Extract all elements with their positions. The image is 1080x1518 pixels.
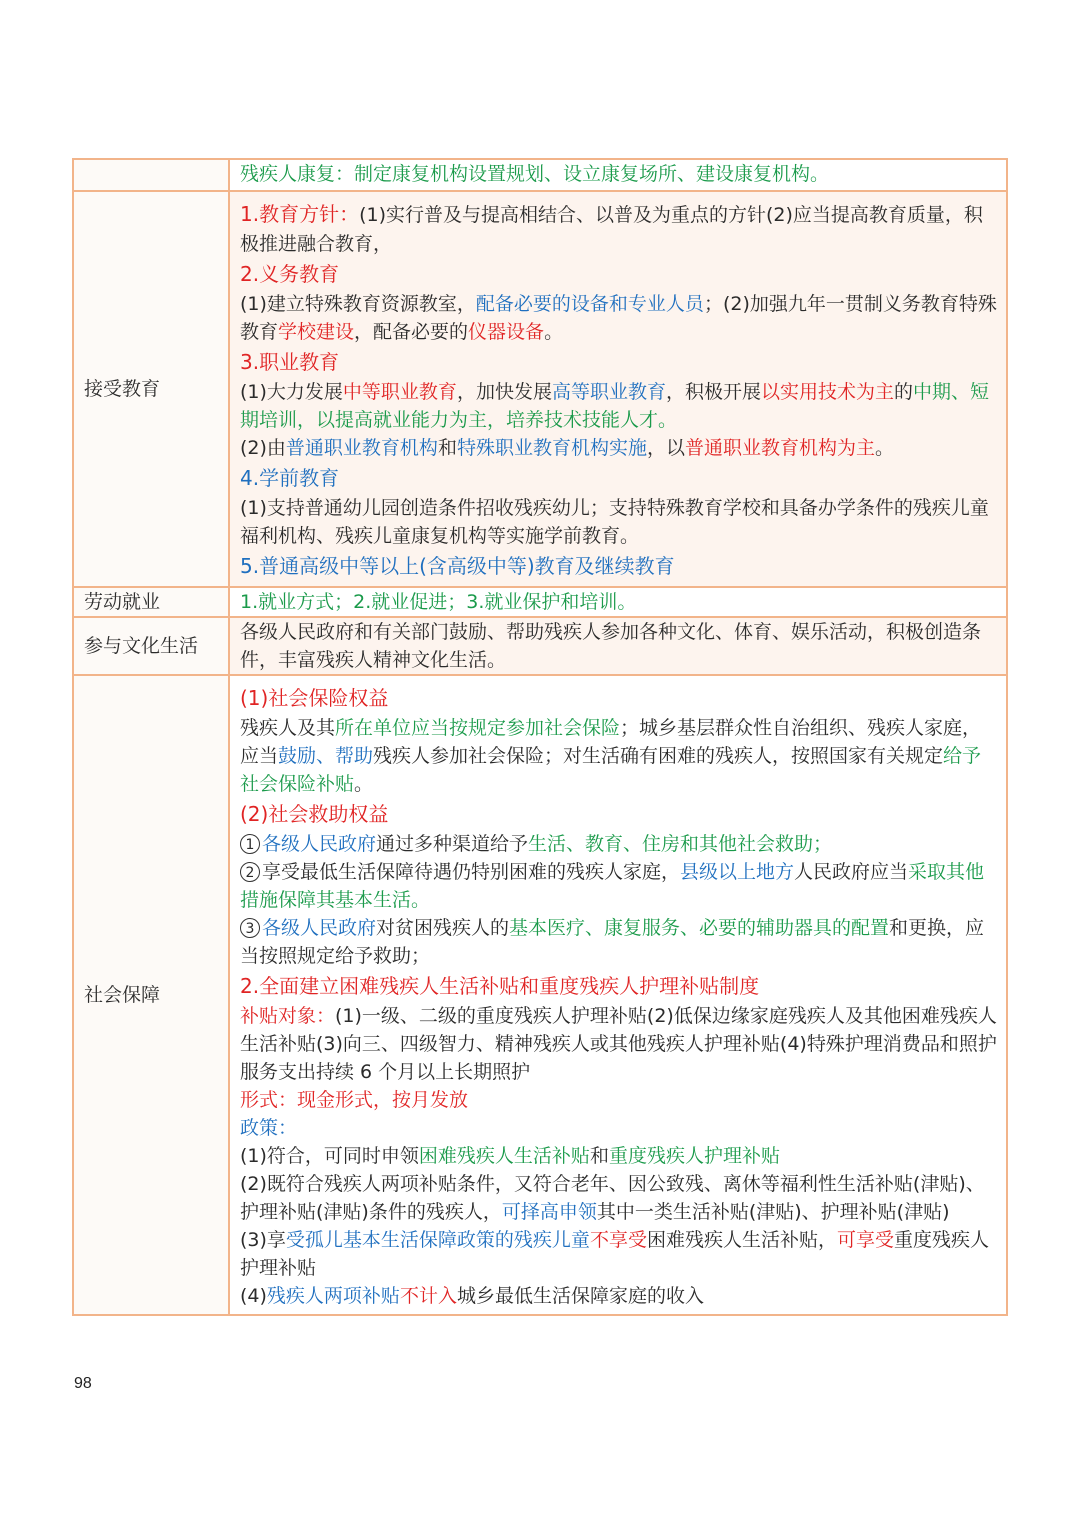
text-span: 。 [354,773,374,795]
assistance-item-1 [240,830,998,858]
subsidy-form: 形式：现金形式，按月发放 [240,1089,469,1111]
text-span: 普通职业教育机构 [285,437,438,459]
text-span: ，积极开展 [665,381,761,403]
social-security-cell [229,675,1007,1315]
row-label-culture: 参与文化生活 [73,617,229,675]
text-span: 仪器设备 [468,321,545,343]
education-cell [229,191,1007,587]
text-span: (1)一级、二级的重度残疾人护理补贴(2)低保边缘家庭残疾人及其他困难残疾人生活补贴(3)向三、四级智力、精神残疾人或其他残疾人护理补贴(4)特殊护理消费品和照护服务支出持续 6 个月以上长期照护 [240,1005,997,1083]
culture-text: 各级人民政府和有关部门鼓励、帮助残疾人参加各种文化、体育、娱乐活动，积极创造条件，丰富残疾人精神文化生活。 [229,617,1007,675]
text-span: 基本医疗、康复服务、必要的辅助器具的配置 [509,917,890,939]
text-span: 对贫困残疾人的 [376,917,510,939]
text-span: 和 [437,437,457,459]
text-span: (4) [240,1285,267,1307]
text-span: 补贴对象： [240,1005,336,1027]
text-span: 受孤儿基本生活保障政策的残疾儿童 [285,1229,590,1251]
policy-label: 政策： [240,1117,298,1139]
text-span: 高等职业教育 [551,381,666,403]
row-label-employment: 劳动就业 [73,587,229,617]
text-span: (2)既符合残疾人两项补贴条件，又符合老年、因公致残、离休等福利性生活补贴(津贴)、护理补贴(津贴)条件的残疾人， [240,1173,985,1223]
preschool-text: (1)支持普通幼儿园创造条件招收残疾幼儿；支持特殊教育学校和具备办学条件的残疾儿童福利机构、残疾儿童康复机构等实施学前教育。 [240,497,989,547]
text-span: 特殊职业教育机构实施 [456,437,647,459]
text-span: 不享受 [589,1229,647,1251]
policy-item-2 [240,1170,998,1226]
text-span: (1)大力发展 [240,381,343,403]
text-span: 其中一类生活补贴(津贴)、护理补贴(津贴) [596,1201,950,1223]
vocational-text-2 [240,434,998,462]
text-span: 中期、短期培训，以提高就业能力为主，培养技术技能人才。 [240,381,990,431]
text-span: 困难残疾人生活补贴， [646,1229,837,1251]
assistance-heading: (2)社会救助权益 [240,802,389,826]
text-span: 困难残疾人生活补贴 [418,1145,590,1167]
text-span: 学校建设 [278,321,355,343]
text-span: 残疾人及其 [240,717,336,739]
text-span: 所在单位应当按规定参加社会保险 [335,717,621,739]
text-span: 采取其他措施保障其基本生活。 [240,861,985,911]
text-span: 各级人民政府 [262,833,377,855]
compulsory-heading: 2.义务教育 [240,262,340,286]
vocational-text-1 [240,378,998,434]
text-span: 鼓励、帮助 [278,745,374,767]
text-span: 。 [875,437,895,459]
education-policy-text: (1)实行普及与提高相结合、以普及为重点的方针(2)应当提高教育质量，积极推进融合教育， [240,204,983,255]
text-span: 生活、教育、住房和其他社会救助； [528,833,833,855]
page-number: 98 [74,1375,92,1392]
preschool-heading: 4.学前教育 [240,466,340,490]
text-span: 享受最低生活保障待遇仍特别困难的残疾人家庭， [262,861,681,883]
rehab-text: 残疾人康复：制定康复机构设置规划、设立康复场所、建设康复机构。 [229,159,1007,191]
education-policy [240,198,998,258]
text-span: (1)建立特殊教育资源教室， [240,293,476,315]
text-span: 城乡最低生活保障家庭的收入 [456,1285,704,1307]
higher-education-heading: 5.普通高级中等以上(含高级中等)教育及继续教育 [240,554,675,578]
text-span: (2)由 [240,437,286,459]
subsidy-heading: 2.全面建立困难残疾人生活补贴和重度残疾人护理补贴制度 [240,974,760,998]
table-row [73,675,1007,1315]
text-span: 人民政府应当 [794,861,909,883]
vocational-heading: 3.职业教育 [240,350,340,374]
assistance-item-2 [240,858,998,914]
text-span: ，以 [646,437,685,459]
text-span: 的 [894,381,914,403]
insurance-heading: (1)社会保险权益 [240,686,389,710]
text-span: 残疾人两项补贴 [266,1285,400,1307]
row-label-education: 接受教育 [73,191,229,587]
text-span: 可择高申领 [501,1201,597,1223]
policy-item-4 [240,1282,998,1310]
text-span: ，配备必要的 [354,321,469,343]
policy-item-1 [240,1142,998,1170]
text-span: 各级人民政府 [262,917,377,939]
text-span: 以实用技术为主 [760,381,894,403]
text-span: 县级以上地方 [680,861,795,883]
text-span: 不计入 [399,1285,457,1307]
text-span: (3)享 [240,1229,286,1251]
row-label [73,159,229,191]
text-span: 和更换，应当按照规定给予救助； [240,917,985,967]
insurance-text [240,714,998,798]
table-row [73,587,1007,617]
circled-number: 1 [240,834,260,854]
content-table [72,158,1008,1316]
policy-item-3 [240,1226,998,1282]
text-span: 可享受 [836,1229,894,1251]
text-span: (1)符合，可同时申领 [240,1145,419,1167]
text-span: 配备必要的设备和专业人员 [475,293,704,315]
compulsory-text [240,290,998,346]
text-span: 中等职业教育 [342,381,457,403]
text-span: 重度残疾人护理补贴 [608,1145,780,1167]
text-span: 普通职业教育机构为主 [684,437,875,459]
table-row [73,617,1007,675]
text-span: 给予社会保险补贴 [240,745,982,795]
employment-text: 1.就业方式；2.就业促进；3.就业保护和培训。 [229,587,1007,617]
text-span: 和 [589,1145,609,1167]
text-span: 通过多种渠道给予 [376,833,529,855]
text-span: 重度残疾人护理补贴 [240,1229,989,1279]
subsidy-subjects [240,1002,998,1086]
row-label-social-security: 社会保障 [73,675,229,1315]
circled-number: 3 [240,918,260,938]
table-row [73,159,1007,191]
text-span: ，加快发展 [456,381,552,403]
text-span: 残疾人参加社会保险；对生活确有困难的残疾人，按照国家有关规定 [373,745,944,767]
education-policy-heading: 1.教育方针： [240,202,360,226]
text-span: 。 [544,321,564,343]
text-span: ；城乡基层群众性自治组织、残疾人家庭，应当 [240,717,982,767]
table-row [73,191,1007,587]
text-span: ；(2)加强九年一贯制义务教育特殊教育 [240,293,997,343]
assistance-item-3 [240,914,998,970]
circled-number: 2 [240,862,260,882]
